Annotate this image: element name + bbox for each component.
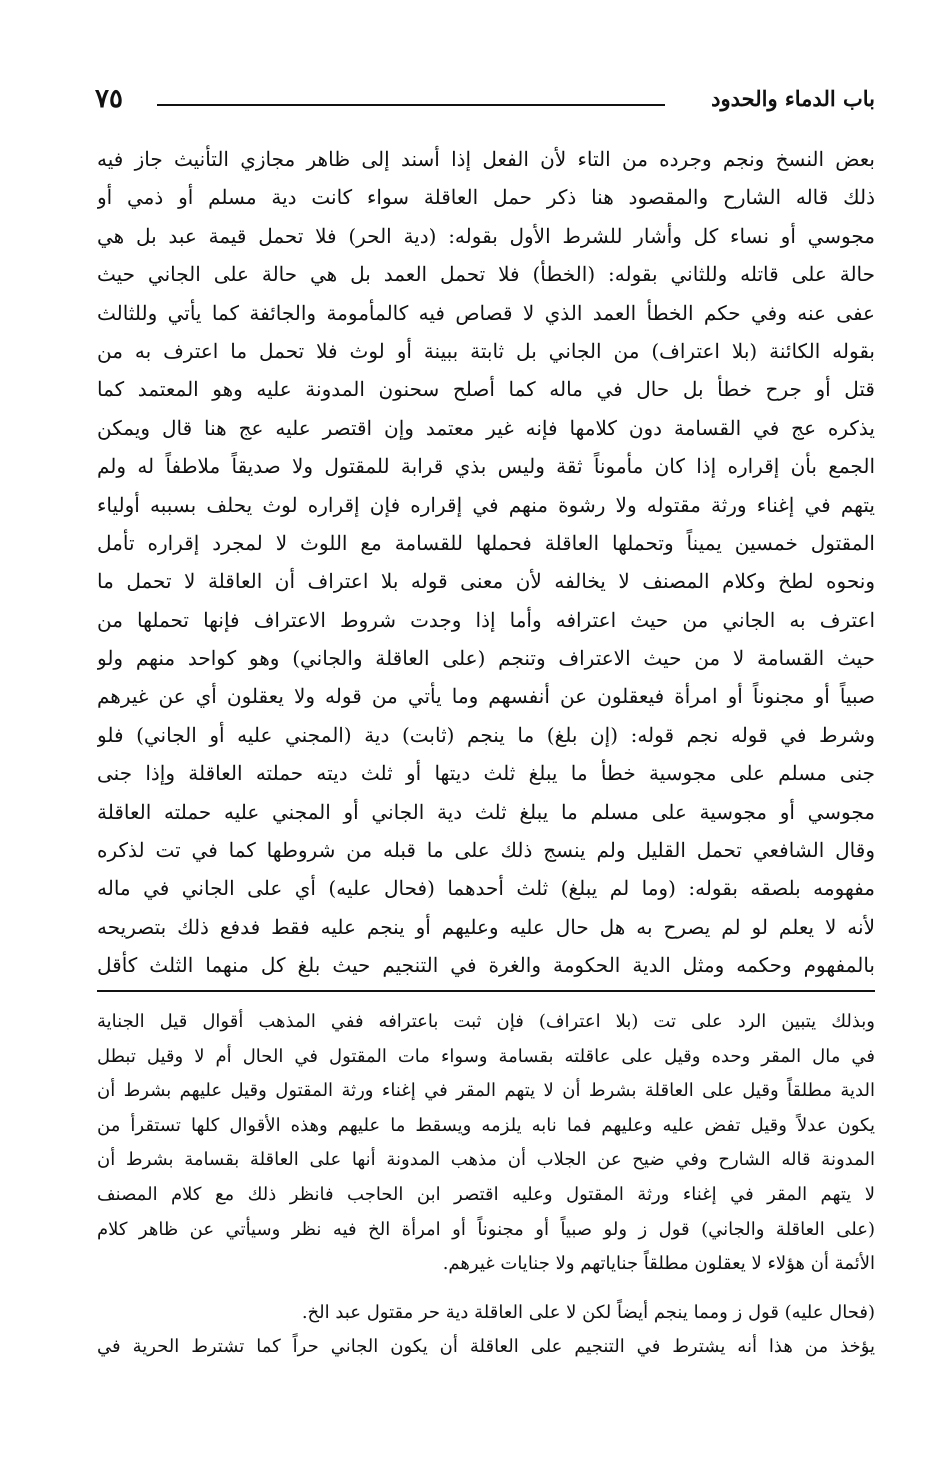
main-line: حالة على قاتله وللثاني بقوله: (الخطأ) فلا تحمل العمد بل هي حالة على الجاني حيث (97, 262, 875, 287)
main-line: المقتول خمسين يميناً وتحملها العاقلة فحملها للقسامة مع اللوث لا لمجرد إقراره تأمل (97, 530, 875, 555)
note-line: (على العاقلة والجاني) قول ز ولو صبياً أو مجنوناً أو امرأة الخ فيه نظر وسيأتي عن ظاهر كلام (97, 1218, 875, 1240)
header-rule (157, 104, 665, 106)
note-line: يؤخذ من هذا أنه يشترط في التنجيم على العاقلة أن يكون الجاني حراً كما تشترط الحرية في (97, 1336, 875, 1358)
main-line: وشرط في قوله نجم قوله: (إن بلغ) ما ينجم (ثابت) دية (المجني عليه أو الجاني) فلو (97, 722, 875, 747)
main-text (97, 140, 875, 985)
main-line: يذكره عج في القسامة دون كلامها فإنه غير معتمد وإن اقتصر عليه عج هنا قال ويمكن (97, 415, 875, 440)
main-line: صبياً أو مجنوناً أو امرأة فيعقلون عن أنفسهم وما يأتي من قوله ولا يعقلون أي عن غيرهم (97, 684, 875, 709)
note-line: وبذلك يتبين الرد على تت (بلا اعتراف) فإن ثبت باعترافه ففي المذهب أقوال قيل الجناية (97, 1011, 875, 1032)
main-line: عفى عنه وفي حكم الخطأ العمد الذي لا قصاص فيه كالمأمومة والجائفة كما يأتي وللثالث (97, 300, 875, 325)
note-line: لا يتهم المقر في إغناء ورثة المقتول وعليه اقتصر ابن الحاجب فانظر ذلك مع كلام المصنف (97, 1183, 875, 1205)
main-line: لأنه لا يعلم لو لم يصرح به هل حال عليه وعليهم أو ينجم عليه فقط فدفع ذلك بتصريحه (97, 914, 875, 939)
main-line: بالمفهوم وحكمه ومثل الدية الحكومة والغرة في التنجيم حيث بلغ كل منهما الثلث كأقل (97, 953, 875, 978)
main-line: حيث القسامة لا من حيث الاعتراف وتنجم (على العاقلة والجاني) وهو كواحد منهم ولو (97, 646, 875, 671)
note-line: في مال المقر وحده وقيل على عاقلته بقسامة وسواء مات المقتول في الحال أم لا وقيل تبطل (97, 1045, 875, 1067)
note-gap (97, 1282, 875, 1296)
main-line: بقوله الكائنة (بلا اعتراف) من الجاني بل ثابتة ببينة أو لوث فلا تحمل ما اعترف به من (97, 338, 875, 363)
main-line: جنى مسلم على مجوسية خطأ ما يبلغ ثلث ديتها أو ثلث ديته حملته العاقلة وإذا جنى (97, 761, 875, 786)
main-line: الجمع بأن إقراره إذا كان مأموناً ثقة وليس بذي قرابة للمقتول ولا صديقاً ملاطفاً له ولم (97, 454, 875, 479)
note-line: يكون عدلاً وقيل تفض عليه وعليهم فما نابه يلزمه ويسقط ما عليهم وهذه الأقوال كلها تستقرأ من (97, 1114, 875, 1136)
main-line: بعض النسخ ونجم وجرده من التاء لأن الفعل إذا أسند إلى ظاهر مجازي التأنيث جاز فيه (97, 147, 875, 171)
main-line: اعترف به الجاني من حيث اعترافه وأما إذا وجدت شروط الاعتراف فإنها تحملها من (97, 607, 875, 632)
main-line: مجوسي أو مجوسية على مسلم ما يبلغ ثلث دية الجاني أو المجني عليه حملته العاقلة (97, 799, 875, 824)
footnotes (97, 1005, 875, 1365)
page-header (95, 80, 875, 120)
note-line: المدونة قاله الشارح وفي ضيح عن الجلاب أن مذهب المدونة أنها على العاقلة بقسامة بشرط أن (97, 1149, 875, 1171)
running-title: باب الدماء والحدود (711, 86, 875, 111)
main-line: ذلك قاله الشارح والمقصود هنا ذكر حمل العاقلة سواء كانت دية مسلم أو ذمي أو (97, 185, 875, 210)
main-line: وقال الشافعي تحمل القليل ولم ينسج ذلك على ما قبله من شروطها كما في تت لذكره (97, 838, 875, 863)
page-number: ٧٥ (95, 84, 123, 114)
main-line: ونحوه لطخ وكلام المصنف لا يخالفه لأن معنى قوله بلا اعتراف أن العاقلة لا تحمل ما (97, 569, 875, 594)
main-line: مجوسي أو نساء كل وأشار للشرط الأول بقوله: (دية الحر) فلا تحمل قيمة عبد بل هي (97, 223, 875, 248)
footnote-separator (97, 990, 875, 992)
main-line: يتهم في إغناء ورثة مقتوله ولا رشوة منهم في إقراره فإن إقراره لوث يحلف بسببه أولياء (97, 492, 875, 517)
main-line: قتل أو جرح خطأ بل حال في ماله كما أصلح سحنون المدونة عليه وهو المعتمد كما (97, 377, 875, 402)
note-line: (فحال عليه) قول ز ومما ينجم أيضاً لكن لا على العاقلة دية حر مقتول عبد الخ. (301, 1301, 875, 1323)
main-line: مفهومه بلصقه بقوله: (وما لم يبلغ) ثلث أحدهما (فحال عليه) أي على الجاني في ماله (97, 876, 875, 901)
note-line: الدية مطلقاً وقيل على العاقلة بشرط أن لا يتهم المقر في إغناء ورثة المقتول وقيل عليهم بشرط أن (97, 1080, 875, 1102)
note-line: الأئمة أن هؤلاء لا يعقلون مطلقاً جناياتهم ولا جنايات غيرهم. (442, 1253, 875, 1275)
